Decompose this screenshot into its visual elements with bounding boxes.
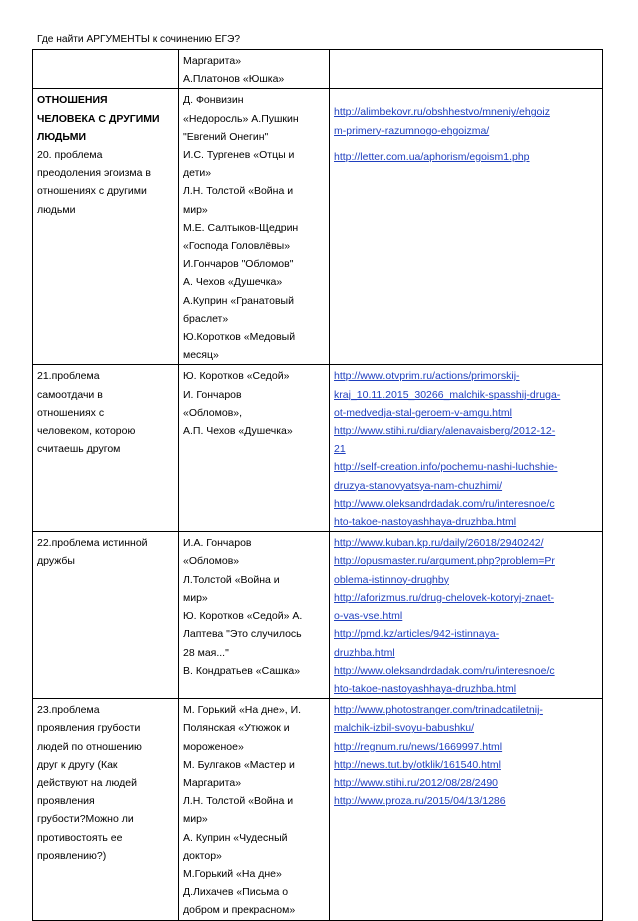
work-line: месяц» — [183, 349, 219, 362]
reference-link[interactable]: oblema-istinnoy-drughby — [334, 573, 449, 586]
reference-link[interactable]: druzya-stanovyatsya-nam-chuzhimi/ — [334, 479, 503, 492]
reference-link[interactable]: malchik-izbil-svoyu-babushku/ — [334, 722, 475, 735]
section-heading — [37, 91, 174, 146]
work-line: И.С. Тургенев «Отцы и — [183, 149, 295, 162]
topic-cell — [33, 532, 179, 699]
topic-line: 22.проблема истинной — [37, 537, 148, 550]
links-cell — [330, 699, 603, 920]
reference-link[interactable]: 21 — [334, 443, 346, 456]
work-line: Маргарита» — [183, 55, 242, 67]
work-line: «Обломов» — [183, 555, 240, 568]
work-line: А.Платонов «Юшка» — [183, 73, 285, 86]
work-line: Л.Н. Толстой «Война и — [183, 185, 294, 198]
work-line: добром и прекрасном» — [183, 904, 296, 917]
topic-line: самоотдачи в — [37, 388, 103, 401]
work-line: мороженое» — [183, 740, 244, 753]
work-line: А.П. Чехов «Душечка» — [183, 425, 293, 438]
topic-line: 23.проблема — [37, 704, 100, 717]
work-line: Д.Лихачев «Письма о — [183, 886, 289, 899]
topic-line: человеком, которою — [37, 425, 136, 438]
topic-line: отношениях с — [37, 406, 105, 419]
reference-link[interactable]: druzhba.html — [334, 646, 395, 659]
reference-link[interactable]: http://www.stihi.ru/diary/alenavaisberg/2012-12- — [334, 425, 556, 438]
work-line: Ю.Коротков «Медовый — [183, 331, 296, 344]
works-cell — [179, 365, 330, 532]
topic-line: 21.проблема — [37, 370, 100, 383]
work-line: Ю. Коротков «Седой» — [183, 370, 290, 383]
reference-link[interactable]: http://self-creation.info/pochemu-nashi-luchshie- — [334, 461, 558, 474]
work-line: 28 мая..." — [183, 646, 229, 659]
section-heading-line: ЧЕЛОВЕКА С ДРУГИМИ — [37, 112, 160, 125]
topic-line: проявления — [37, 795, 95, 808]
work-line: «Господа Головлёвы» — [183, 240, 291, 253]
links-cell — [330, 89, 603, 365]
work-line: доктор» — [183, 849, 222, 862]
reference-link[interactable]: http://www.stihi.ru/2012/08/28/2490 — [334, 776, 499, 789]
work-line: «Обломов», — [183, 406, 243, 419]
topic-line: 20. проблема — [37, 149, 103, 162]
work-line: дети» — [183, 167, 212, 180]
reference-link[interactable]: http://opusmaster.ru/argument.php?problem=Pr — [334, 555, 555, 568]
topic-line: действуют на людей — [37, 776, 138, 789]
work-line: Лаптева "Это случилось — [183, 628, 302, 641]
reference-link[interactable]: http://aforizmus.ru/drug-chelovek-kotoryj-znaet- — [334, 591, 555, 604]
work-line: Л.Н. Толстой «Война и — [183, 795, 294, 808]
reference-link[interactable]: http://www.oleksandrdadak.com/ru/interesnoe/c — [334, 497, 555, 510]
reference-link[interactable]: http://pmd.kz/articles/942-istinnaya- — [334, 628, 500, 641]
reference-link[interactable]: m-primery-razumnogo-ehgoizma/ — [334, 124, 490, 137]
links-cell — [330, 532, 603, 699]
reference-link[interactable]: o-vas-vse.html — [334, 610, 403, 623]
work-line: И. Гончаров — [183, 388, 242, 401]
arguments-table — [32, 49, 603, 921]
topic-cell — [33, 699, 179, 920]
work-line: М.Е. Салтыков-Щедрин — [183, 221, 299, 234]
topic-line: друг к другу (Как — [37, 758, 118, 771]
work-line: Д. Фонвизин — [183, 94, 244, 107]
table-row — [33, 89, 603, 365]
work-line: «Недоросль» А.Пушкин — [183, 112, 299, 125]
work-line: "Евгений Онегин" — [183, 130, 269, 143]
links-cell — [330, 365, 603, 532]
reference-link[interactable]: kraj_10.11.2015_30266_malchik-spasshij-druga- — [334, 388, 561, 401]
topic-cell — [33, 89, 179, 365]
work-line: Ю. Коротков «Седой» А. — [183, 610, 303, 623]
topic-cell — [33, 365, 179, 532]
section-heading-line: ЛЮДЬМИ — [37, 130, 86, 143]
works-cell — [179, 89, 330, 365]
work-line: мир» — [183, 591, 208, 604]
section-heading-line: ОТНОШЕНИЯ — [37, 94, 108, 107]
reference-link[interactable]: http://www.kuban.kp.ru/daily/26018/2940242/ — [334, 537, 544, 550]
work-line: Л.Толстой «Война и — [183, 573, 280, 586]
reference-link[interactable]: http://regnum.ru/news/1669997.html — [334, 740, 503, 753]
reference-link[interactable]: http://www.oleksandrdadak.com/ru/interesnoe/c — [334, 664, 555, 677]
topic-line: людей по отношению — [37, 740, 142, 753]
topic-line: грубости?Можно ли — [37, 813, 134, 826]
topic-line: противостоять ее — [37, 831, 123, 844]
works-cell — [179, 50, 330, 89]
table-row — [33, 532, 603, 699]
topic-line: дружбы — [37, 555, 75, 568]
reference-link[interactable]: http://letter.com.ua/aphorism/egoism1.php — [334, 150, 530, 163]
table-row — [33, 365, 603, 532]
works-cell — [179, 532, 330, 699]
work-line: И.А. Гончаров — [183, 537, 252, 550]
work-line: Полянская «Утюжок и — [183, 722, 290, 735]
topic-line: проявлению?) — [37, 849, 107, 862]
work-line: И.Гончаров "Обломов" — [183, 258, 294, 271]
work-line: браслет» — [183, 312, 229, 325]
work-line: В. Кондратьев «Сашка» — [183, 664, 301, 677]
work-line: А. Куприн «Чудесный — [183, 831, 288, 844]
work-line: А. Чехов «Душечка» — [183, 276, 283, 289]
topic-line: людьми — [37, 203, 76, 216]
work-line: мир» — [183, 203, 208, 216]
table-row — [33, 50, 603, 89]
reference-link[interactable]: http://www.photostranger.com/trinadcatiletnij- — [334, 704, 543, 717]
reference-link[interactable]: http://news.tut.by/otklik/161540.html — [334, 758, 501, 771]
work-line: мир» — [183, 813, 208, 826]
reference-link[interactable]: http://alimbekovr.ru/obshhestvo/mneniy/ehgoiz — [334, 106, 550, 119]
reference-link[interactable]: http://www.proza.ru/2015/04/13/1286 — [334, 795, 506, 808]
work-line: М.Горький «На дне» — [183, 867, 282, 880]
work-line: Маргарита» — [183, 776, 242, 789]
reference-link[interactable]: http://www.otvprim.ru/actions/primorskij- — [334, 370, 520, 383]
links-cell — [330, 50, 603, 89]
topic-line: считаешь другом — [37, 443, 121, 456]
topic-line: отношениях с другими — [37, 185, 147, 198]
works-cell — [179, 699, 330, 920]
topic-cell — [33, 50, 179, 89]
topic-line: проявления грубости — [37, 722, 141, 735]
topic-line: преодоления эгоизма в — [37, 167, 151, 180]
reference-link[interactable]: hto-takoe-nastoyashhaya-druzhba.html — [334, 682, 517, 695]
table-row — [33, 699, 603, 920]
reference-link[interactable]: ot-medvedja-stal-geroem-v-amgu.html — [334, 406, 512, 419]
work-line: М. Горький «На дне», И. — [183, 704, 302, 717]
work-line: А.Куприн «Гранатовый — [183, 294, 294, 307]
page-title: Где найти АРГУМЕНТЫ к сочинению ЕГЭ? — [37, 34, 241, 45]
reference-link[interactable]: hto-takoe-nastoyashhaya-druzhba.html — [334, 516, 517, 529]
work-line: М. Булгаков «Мастер и — [183, 758, 295, 771]
